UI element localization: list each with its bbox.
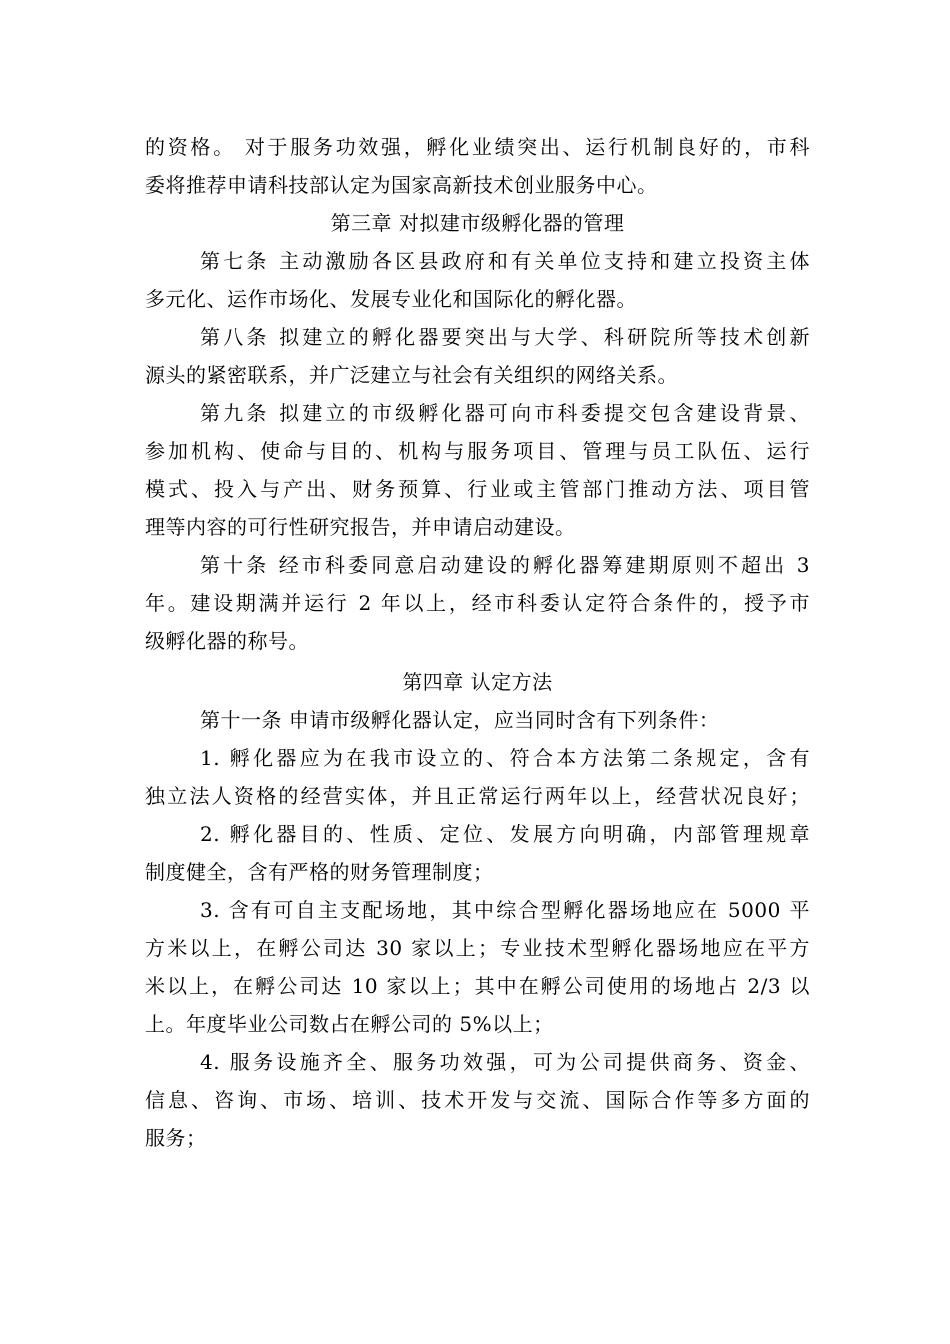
item-4-line-2: 信息、咨询、市场、培训、技术开发与交流、国际合作等多方面的	[145, 1088, 810, 1112]
article-11-line-1: 第十一条 申请市级孵化器认定，应当同时含有下列条件：	[200, 708, 720, 732]
item-2-line-2: 制度健全，含有严格的财务管理制度；	[145, 860, 494, 884]
article-10-line-2: 年。建设期满并运行 2 年以上，经市科委认定符合条件的，授予市	[145, 591, 810, 615]
item-3-line-4: 上。年度毕业公司数占在孵公司的 5%以上；	[145, 1012, 554, 1036]
article-10-line-3: 级孵化器的称号。	[145, 629, 309, 653]
article-7-line-1: 第七条 主动激励各区县政府和有关单位支持和建立投资主体	[200, 249, 810, 273]
article-7-line-2: 多元化、运作市场化、发展专业化和国际化的孵化器。	[145, 287, 637, 311]
item-3-line-1: 3. 含有可自主支配场地，其中综合型孵化器场地应在 5000 平	[200, 898, 810, 922]
article-8-line-1: 第八条 拟建立的孵化器要突出与大学、科研院所等技术创新	[200, 325, 810, 349]
item-3-line-2: 方米以上，在孵公司达 30 家以上；专业技术型孵化器场地应在平方	[145, 936, 810, 960]
article-9-line-2: 参加机构、使命与目的、机构与服务项目、管理与员工队伍、运行	[145, 439, 810, 463]
article-9-line-1: 第九条 拟建立的市级孵化器可向市科委提交包含建设背景、	[200, 401, 810, 425]
item-4-line-3: 服务；	[145, 1126, 207, 1150]
item-1-line-2: 独立法人资格的经营实体，并且正常运行两年以上，经营状况良好；	[145, 784, 810, 808]
item-2-line-1: 2. 孵化器目的、性质、定位、发展方向明确，内部管理规章	[200, 822, 810, 846]
text-line-2: 委将推荐申请科技部认定为国家高新技术创业服务中心。	[145, 173, 658, 197]
article-10-line-1: 第十条 经市科委同意启动建设的孵化器筹建期原则不超出 3	[200, 553, 810, 577]
article-9-line-4: 理等内容的可行性研究报告，并申请启动建设。	[145, 515, 576, 539]
item-1-line-1: 1. 孵化器应为在我市设立的、符合本方法第二条规定，含有	[200, 746, 810, 770]
text-line-1: 的资格。 对于服务功效强，孵化业绩突出、运行机制良好的，市科	[145, 135, 810, 159]
article-8-line-2: 源头的紧密联系，并广泛建立与社会有关组织的网络关系。	[145, 363, 678, 387]
article-9-line-3: 模式、投入与产出、财务预算、行业或主管部门推动方法、项目管	[145, 477, 810, 501]
chapter-4-heading: 第四章 认定方法	[402, 670, 553, 694]
chapter-3-heading: 第三章 对拟建市级孵化器的管理	[330, 211, 625, 235]
item-4-line-1: 4. 服务设施齐全、服务功效强，可为公司提供商务、资金、	[200, 1050, 810, 1074]
item-3-line-3: 米以上，在孵公司达 10 家以上；其中在孵公司使用的场地占 2/3 以	[145, 974, 810, 998]
